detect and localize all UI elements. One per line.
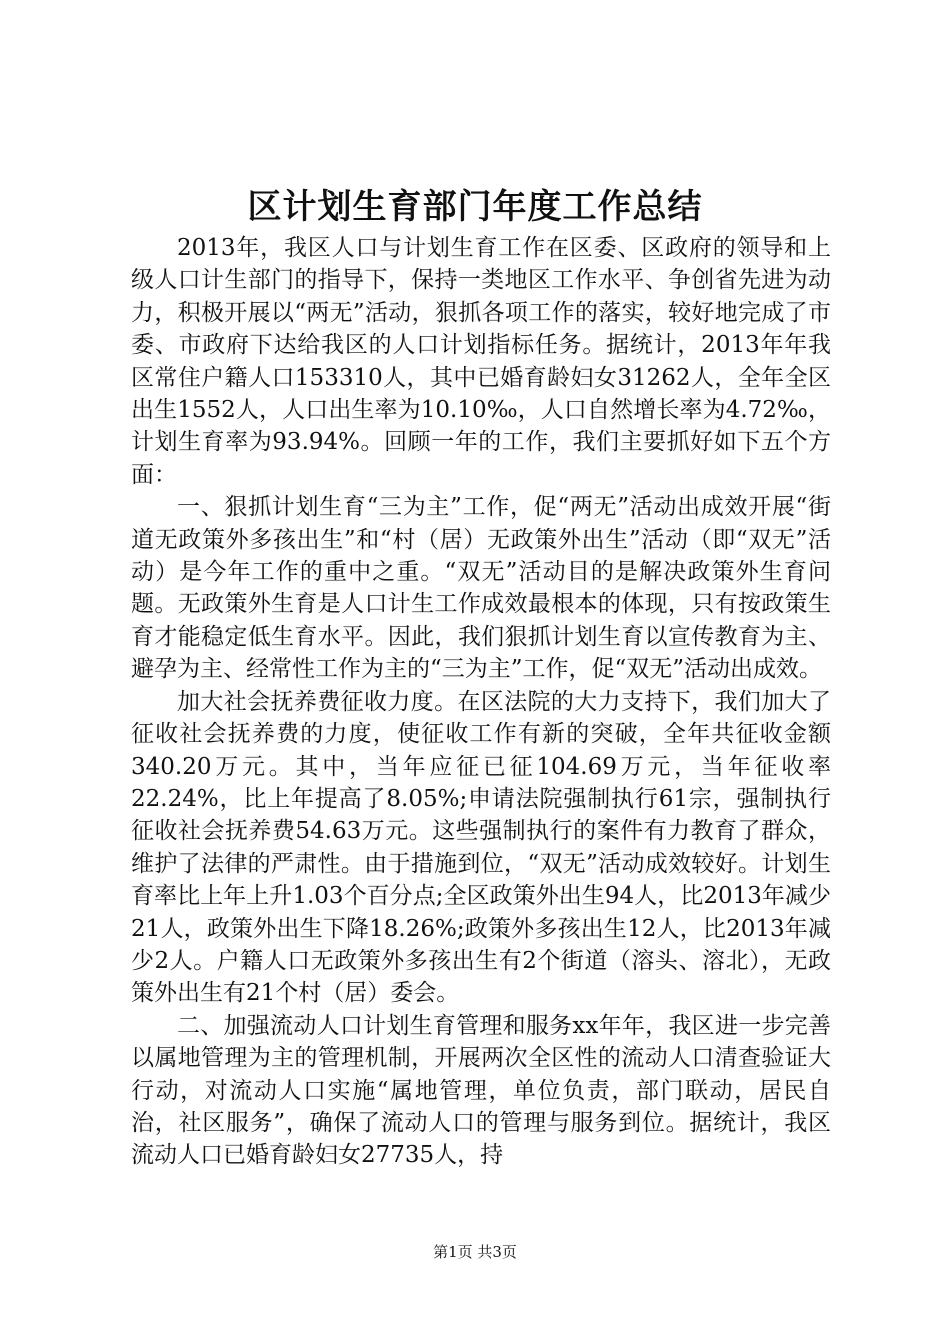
paragraph-intro: 2013年，我区人口与计划生育工作在区委、区政府的领导和上级人口计生部门的指导下，保持一类地区工作水平、争创省先进为动力，积极开展以“两无”活动，狠抓各项工作的落实，较好地完成了市委、市政府下达给我区的人口计划指标任务。据统计，2013年年我区常住户籍人口153310人，其中已婚育龄妇女31262人，全年全区出生1552人，人口出生率为10.10‰，人口自然增长率为4.72‰，计划生育率为93.94%。回顾一年的工作，我们主要抓好如下五个方面： — [131, 235, 831, 488]
paragraph-section-two: 二、加强流动人口计划生育管理和服务xx年年，我区进一步完善以属地管理为主的管理机制，开展两次全区性的流动人口清查验证大行动，对流动人口实施“属地管理，单位负责，部门联动，居民自治，社区服务”，确保了流动人口的管理与服务到位。据统计，我区流动人口已婚育龄妇女27735人，持 — [131, 1012, 831, 1169]
page-number-footer: 第1页 共3页 — [433, 1243, 517, 1261]
paragraph-social-fee: 加大社会抚养费征收力度。在区法院的大力支持下，我们加大了征收社会抚养费的力度，使征收工作有新的突破，全年共征收金额340.20万元。其中，当年应征已征104.69万元，当年征收率22.24%，比上年提高了8.05%;申请法院强制执行61宗，强制执行征收社会抚养费54.63万元。这些强制执行的案件有力教育了群众，维护了法律的严肃性。由于措施到位，“双无”活动成效较好。计划生育率比上年上升1.03个百分点;全区政策外出生94人，比2013年减少21人，政策外出生下降18.26%;政策外多孩出生12人，比2013年减少2人。户籍人口无政策外多孩出生有2个街道（溶头、溶北），无政策外出生有21个村（居）委会。 — [131, 688, 831, 1007]
paragraph-section-one: 一、狠抓计划生育“三为主”工作，促“两无”活动出成效开展“街道无政策外多孩出生”和“村（居）无政策外出生”活动（即“双无”活动）是今年工作的重中之重。“双无”活动目的是解决政策外生育问题。无政策外生育是人口计生工作成效最根本的体现，只有按政策生育才能稳定低生育水平。因此，我们狠抓计划生育以宣传教育为主、避孕为主、经常性工作为主的“三为主”工作，促“双无”活动出成效。 — [131, 494, 831, 683]
document-title: 区计划生育部门年度工作总结 — [247, 187, 703, 227]
document-body — [131, 232, 831, 1172]
